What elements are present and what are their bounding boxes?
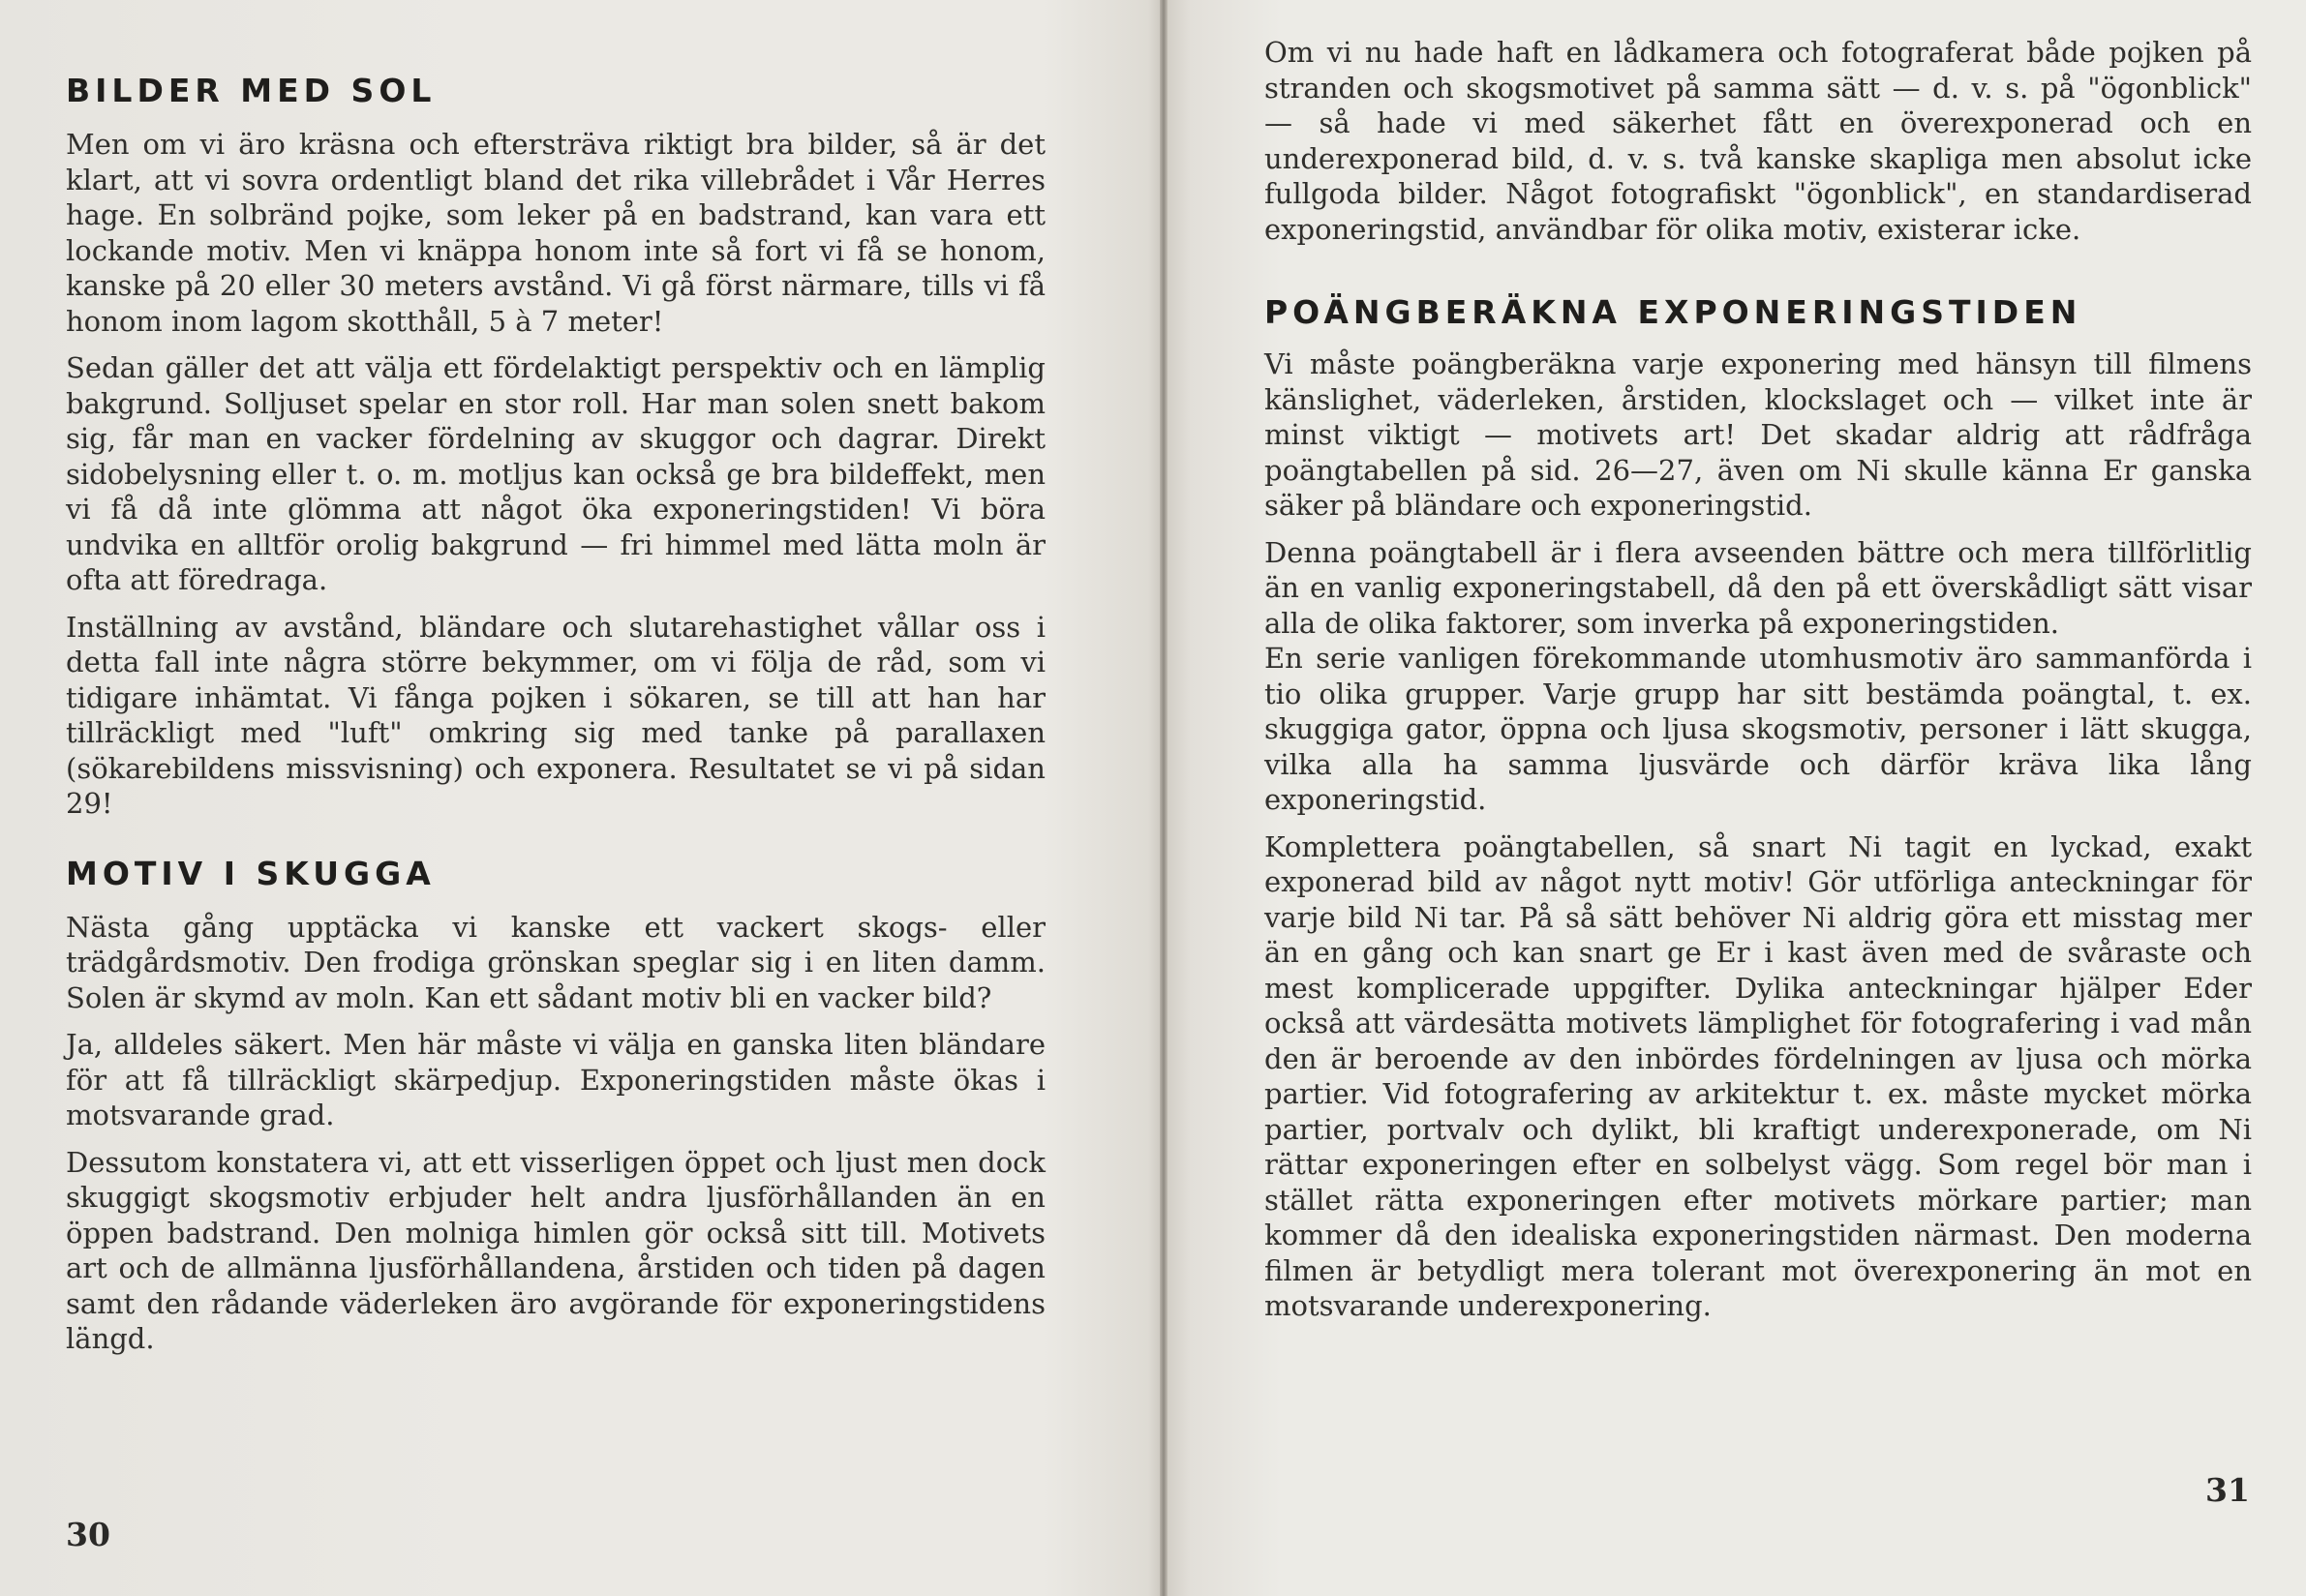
- page-number: 31: [2205, 1471, 2250, 1509]
- heading-poangberakna-exponeringstiden: POÄNGBERÄKNA EXPONERINGSTIDEN: [1264, 293, 2082, 331]
- right-page: [1168, 0, 2306, 1596]
- paragraph: Vi måste poängberäkna varje exponering med hänsyn till filmens känslighet, väderleken, årstiden, klockslaget och — vilket inte är minst viktigt — motivets art! Det skadar aldrig att rådfråga poängtabellen på sid. 26—27, även om Ni skulle känna Er ganska säker på bländare och exponeringstid.: [1264, 347, 2252, 522]
- paragraph: Om vi nu hade haft en lådkamera och fotograferat både pojken på stranden och skogsmotivet på samma sätt — d. v. s. på "ögonblick" — så hade vi med säkerhet fått en överexponerad och en underexponerad bild, d. v. s. två kanske skapliga men absolut icke fullgoda bilder. Något fotografiskt "ögonblick", en standardiserad exponeringstid, användbar för olika motiv, existerar icke.: [1264, 36, 2252, 246]
- heading-bilder-med-sol: BILDER MED SOL: [66, 72, 437, 109]
- right-text-column: [1264, 35, 2252, 1324]
- paragraph: Inställning av avstånd, bländare och slutarehastighet vållar oss i detta fall inte några större bekymmer, om vi följa de råd, som vi tidigare inhämtat. Vi fånga pojken i sökaren, se till att han har tillräckligt med "luft" omkring sig med tanke på parallaxen (sökarebildens missvisning) och exponera. Resultatet se vi på sidan 29!: [66, 610, 1046, 820]
- paragraph: Nästa gång upptäcka vi kanske ett vackert skogs- eller trädgårdsmotiv. Den frodiga grönskan speglar sig i en liten damm. Solen är skymd av moln. Kan ett sådant motiv bli en vacker bild?: [66, 910, 1046, 1014]
- paragraph: Ja, alldeles säkert. Men här måste vi välja en ganska liten bländare för att få tillräckligt skärpedjup. Exponeringstiden måste ökas i motsvarande grad.: [66, 1028, 1046, 1131]
- paragraph: Men om vi äro kräsna och eftersträva riktigt bra bilder, så är det klart, att vi sovra ordentligt bland det rika villebrådet i Vår Herres hage. En solbränd pojke, som leker på en badstrand, kan vara ett lockande motiv. Men vi knäppa honom inte så fort vi få se honom, kanske på 20 eller 30 meters avstånd. Vi gå först närmare, tills vi få honom inom lagom skotthåll, 5 à 7 meter!: [66, 128, 1046, 338]
- left-text-column: [66, 72, 1046, 1357]
- book-gutter: [1160, 0, 1168, 1596]
- paragraph: Komplettera poängtabellen, så snart Ni tagit en lyckad, exakt exponerad bild av något nytt motiv! Gör utförliga anteckningar för varje bild Ni tar. På så sätt behöver Ni aldrig göra ett misstag mer än en gång och kan snart ge Er i kast även med de svåraste och mest komplicerade uppgifter. Dylika anteckningar hjälper Eder också att värdesätta motivets lämplighet för fotografering i vad mån den är beroende av den inbördes fördelningen av ljusa och mörka partier. Vid fotografering av arkitektur t. ex. måste mycket mörka partier, portvalv och dylikt, bli kraftigt underexponerade, om Ni rättar exponeringen efter en solbelyst vägg. Som regel bör man i stället rätta exponeringen efter motivets mörkare partier; man kommer då den idealiska exponeringstiden närmast. Den moderna filmen är betydligt mera tolerant mot överexponering än mot en motsvarande underexponering.: [1264, 829, 2252, 1322]
- paragraph: En serie vanligen förekommande utomhusmotiv äro sammanförda i tio olika grupper. Varje grupp har sitt bestämda poängtal, t. ex. skuggiga gator, öppna och ljusa skogsmotiv, personer i lätt skugga, vilka alla ha samma ljusvärde och därför kräva lika lång exponeringstid.: [1264, 642, 2252, 816]
- paragraph: Sedan gäller det att välja ett fördelaktigt perspektiv och en lämplig bakgrund. Solljuset spelar en stor roll. Har man solen snett bakom sig, får man en vacker fördelning av skuggor och dagrar. Direkt sidobelysning eller t. o. m. motljus kan också ge bra bildeffekt, men vi få då inte glömma att något öka exponeringstiden! Vi böra undvika en alltför orolig bakgrund — fri himmel med lätta moln är ofta att föredraga.: [66, 351, 1046, 596]
- heading-motiv-i-skugga: MOTIV I SKUGGA: [66, 854, 436, 892]
- paragraph: Dessutom konstatera vi, att ett visserligen öppet och ljust men dock skuggigt skogsmotiv erbjuder helt andra ljusförhållanden än en öppen badstrand. Den molniga himlen gör också sitt till. Motivets art och de allmänna ljusförhållandena, årstiden och tiden på dagen samt den rådande väderleken äro avgörande för exponeringstidens längd.: [66, 1145, 1046, 1355]
- page-number: 30: [66, 1516, 110, 1553]
- paragraph: Denna poängtabell är i flera avseenden bättre och mera tillförlitlig än en vanlig exponeringstabell, då den på ett överskådligt sätt visar alla de olika faktorer, som inverka på exponeringstiden.: [1264, 535, 2252, 640]
